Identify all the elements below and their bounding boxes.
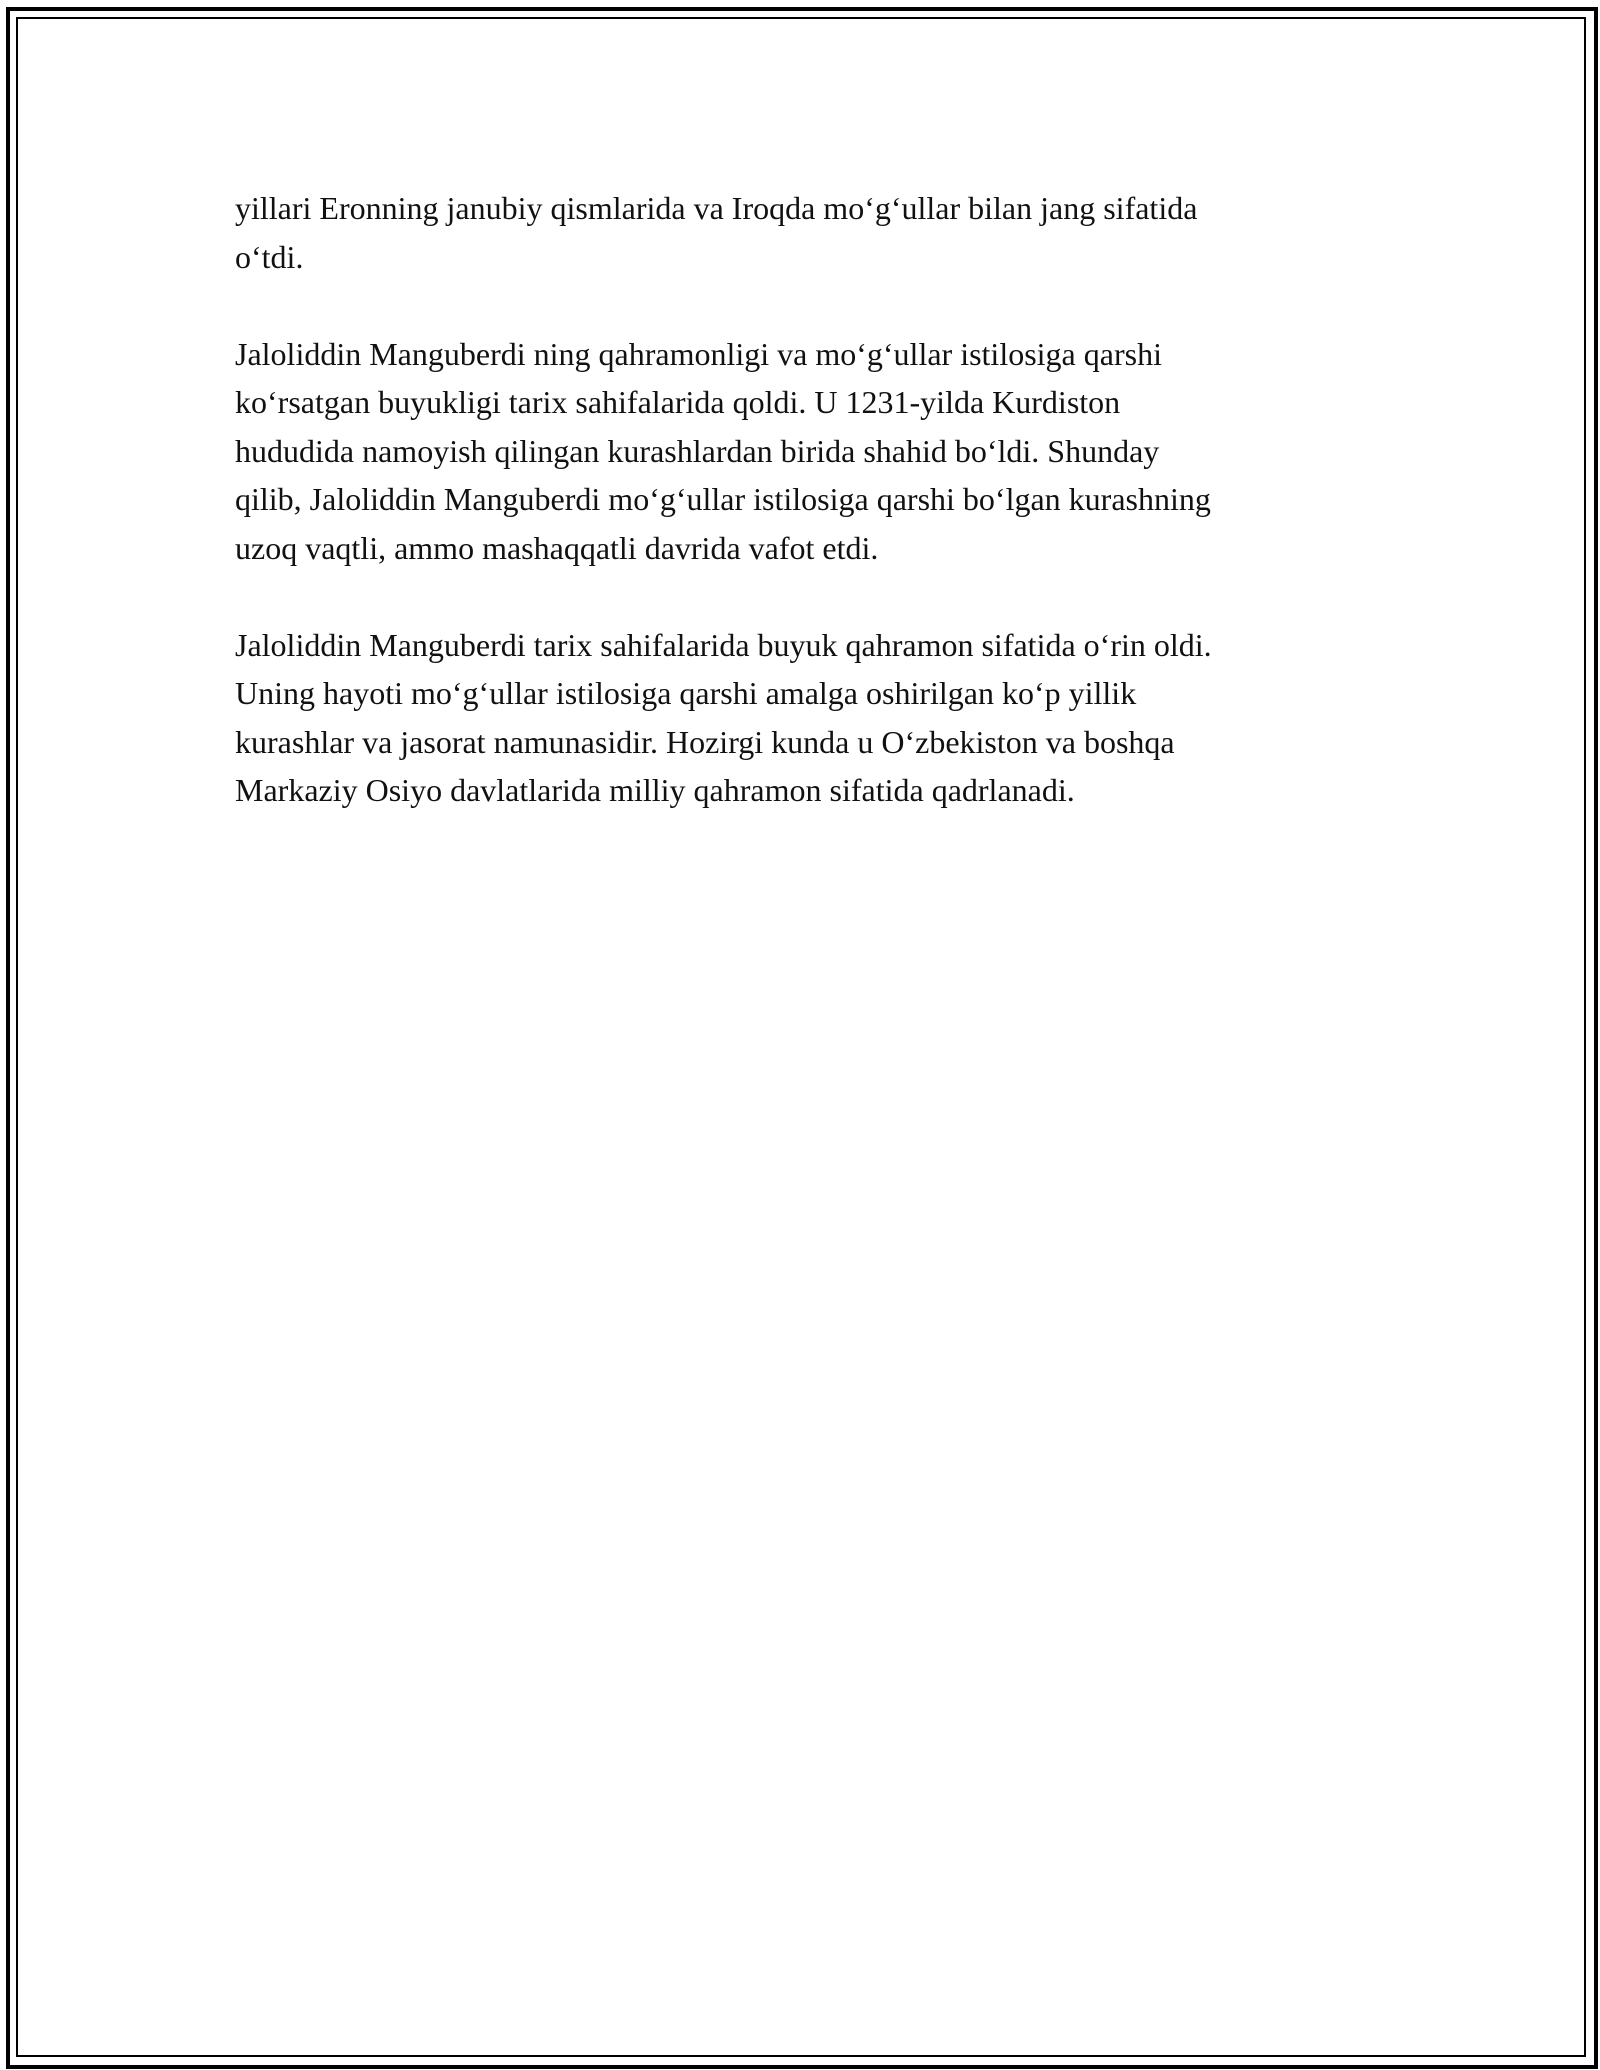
text-line: Jaloliddin Manguberdi ning qahramonligi va mo‘g‘ullar istilosiga qarshi <box>235 335 1162 372</box>
text-line: Markaziy Osiyo davlatlarida milliy qahramon sifatida qadrlanadi. <box>235 772 1075 808</box>
text-line: uzoq vaqtli, ammo mashaqqatli davrida vafot etdi. <box>235 529 879 566</box>
paragraph-3 <box>235 621 1375 815</box>
text-line: yillari Eronning janubiy qismlarida va Iroqda mo‘g‘ullar bilan jang sifatida <box>235 190 1198 226</box>
text-line: ko‘rsatgan buyukligi tarix sahifalarida qoldi. U 1231-yilda Kurdiston <box>235 384 1121 420</box>
text-line: Jaloliddin Manguberdi tarix sahifalarida buyuk qahramon sifatida o‘rin oldi. <box>235 626 1212 663</box>
paragraph-2 <box>235 330 1375 573</box>
text-line: hududida namoyish qilingan kurashlardan birida shahid bo‘ldi. Shunday <box>235 432 1160 469</box>
text-line: Uning hayoti mo‘g‘ullar istilosiga qarshi amalga oshirilgan ko‘p yillik <box>235 675 1137 711</box>
paragraph-1 <box>235 184 1375 281</box>
text-line: qilib, Jaloliddin Manguberdi mo‘g‘ullar istilosiga qarshi bo‘lgan kurashning <box>235 481 1211 517</box>
document-body <box>235 184 1375 863</box>
text-line: kurashlar va jasorat namunasidir. Hozirgi kunda u O‘zbekiston va boshqa <box>235 723 1175 760</box>
text-line: o‘tdi. <box>235 238 304 275</box>
